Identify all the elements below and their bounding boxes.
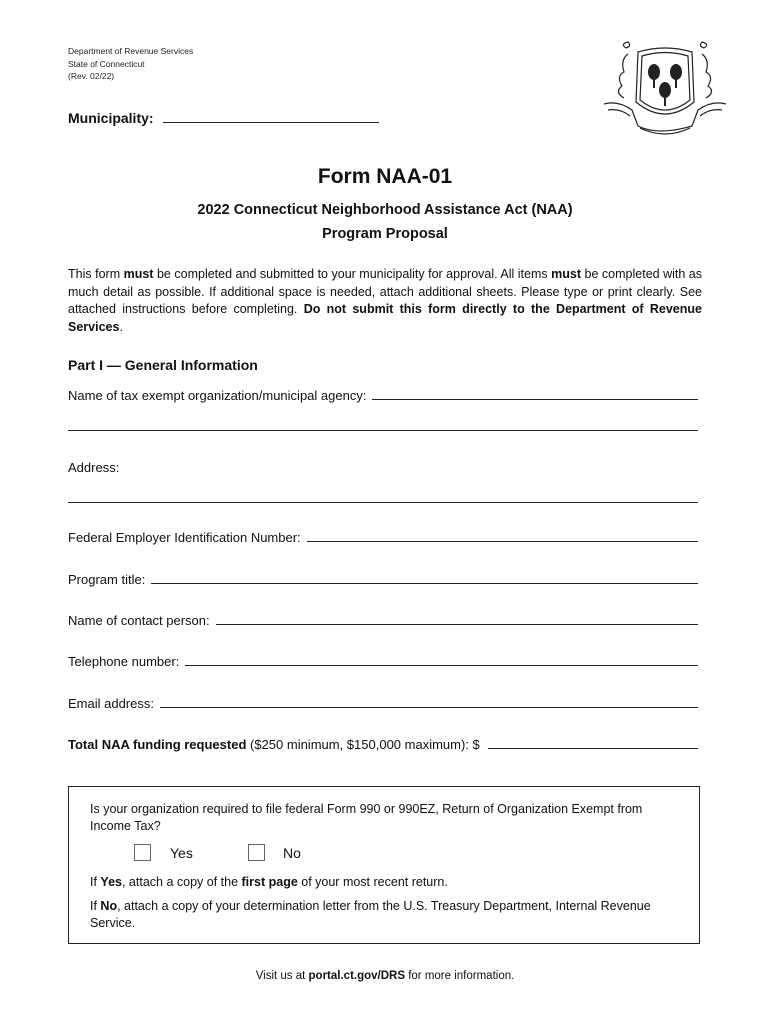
no-label: No xyxy=(283,845,301,861)
agency-state: State of Connecticut xyxy=(68,58,145,69)
org-name-continuation-line[interactable] xyxy=(68,430,698,431)
funding-label-rest: ($250 minimum, $150,000 maximum): $ xyxy=(246,737,480,752)
address-input-line[interactable] xyxy=(68,502,698,503)
footer xyxy=(0,970,770,982)
intro-text-4: . xyxy=(119,319,123,334)
funding-amount-input-line[interactable] xyxy=(488,747,698,749)
if-yes-text-3: of your most recent return. xyxy=(297,875,448,889)
if-yes-text-2: , attach a copy of the xyxy=(121,875,242,889)
intro-text-2: be completed and submitted to your municipality for approval. All items xyxy=(153,267,552,281)
intro-bold-must-2: must xyxy=(551,267,582,281)
yes-checkbox[interactable] xyxy=(134,844,151,861)
if-no-text-2: , attach a copy of your determination letter from the U.S. Treasury Department, Internal Revenue Service. xyxy=(90,899,651,930)
address-label: Address: xyxy=(68,460,120,475)
email-field[interactable] xyxy=(68,696,698,711)
if-yes-text-1: If xyxy=(90,875,101,889)
no-checkbox[interactable] xyxy=(248,844,265,861)
program-title-label: Program title: xyxy=(68,572,146,587)
fein-field[interactable] xyxy=(68,530,698,545)
footer-link[interactable]: portal.ct.gov/DRS xyxy=(308,970,406,982)
funding-label xyxy=(68,737,480,752)
telephone-field[interactable] xyxy=(68,654,698,669)
form-subtitle-act: 2022 Connecticut Neighborhood Assistance Act (NAA) xyxy=(197,202,573,218)
intro-paragraph xyxy=(68,266,702,336)
if-yes-instruction xyxy=(90,874,680,891)
intro-text-1: This form xyxy=(68,267,124,281)
municipality-label: Municipality: xyxy=(68,110,154,126)
municipality-field[interactable] xyxy=(68,110,379,126)
org-name-field[interactable] xyxy=(68,388,698,403)
footer-text-1: Visit us at xyxy=(255,970,309,982)
fein-label: Federal Employer Identification Number: xyxy=(68,530,301,545)
address-field[interactable] xyxy=(68,460,698,475)
form-subtitle-proposal: Program Proposal xyxy=(322,226,448,242)
telephone-label: Telephone number: xyxy=(68,654,180,669)
part1-heading: Part I — General Information xyxy=(68,357,258,373)
email-label: Email address: xyxy=(68,696,154,711)
intro-bold-must-1: must xyxy=(123,267,154,281)
if-yes-bold-yes: Yes xyxy=(100,875,122,889)
org-name-label: Name of tax exempt organization/municipal agency: xyxy=(68,388,367,403)
form-title: Form NAA-01 xyxy=(317,165,453,188)
intro-text-3: be completed with as much detail as possible. If additional space is needed, attach additional sheets. Please type or print clearly. See attached instructions before completing. xyxy=(68,267,703,316)
email-input-line[interactable] xyxy=(160,706,698,708)
municipality-input-line[interactable] xyxy=(163,122,379,123)
revision-date: (Rev. 02/22) xyxy=(68,71,115,81)
if-no-instruction xyxy=(90,898,680,931)
contact-person-input-line[interactable] xyxy=(216,623,698,625)
if-no-bold-no: No xyxy=(100,899,118,913)
footer-text-2: for more information. xyxy=(405,970,515,982)
if-yes-bold-first-page: first page xyxy=(241,875,298,889)
funding-field[interactable] xyxy=(68,737,698,752)
org-name-input-line[interactable] xyxy=(372,398,698,400)
connecticut-state-seal-icon xyxy=(598,40,732,140)
agency-block xyxy=(68,45,193,83)
contact-person-label: Name of contact person: xyxy=(68,613,210,628)
program-title-field[interactable] xyxy=(68,572,698,587)
intro-bold-warning: Do not submit this form directly to the Department of Revenue Services xyxy=(68,302,702,334)
fein-input-line[interactable] xyxy=(307,540,698,542)
yes-label: Yes xyxy=(170,845,193,861)
if-no-text-1: If xyxy=(90,899,101,913)
form-990-question: Is your organization required to file federal Form 990 or 990EZ, Return of Organization Exempt from Income Tax? xyxy=(90,802,643,833)
funding-label-bold: Total NAA funding requested xyxy=(68,737,247,752)
program-title-input-line[interactable] xyxy=(151,582,698,584)
telephone-input-line[interactable] xyxy=(185,664,698,666)
agency-name: Department of Revenue Services xyxy=(68,46,194,56)
contact-person-field[interactable] xyxy=(68,613,698,628)
